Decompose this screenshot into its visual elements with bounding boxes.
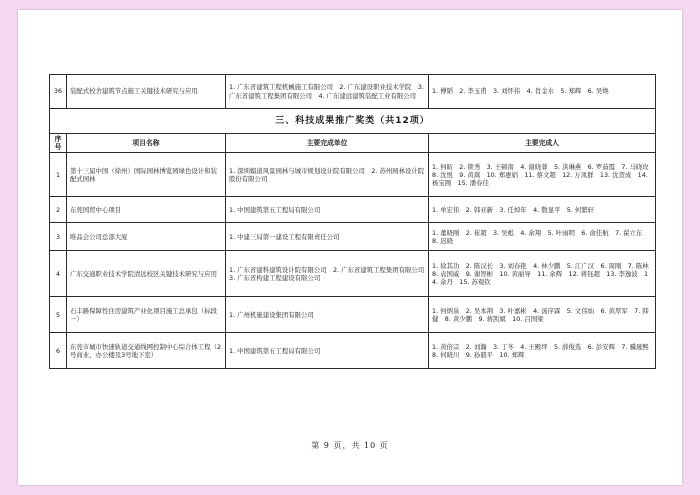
page-footer: 第 9 页，共 10 页 xyxy=(311,441,389,450)
row-number: 4 xyxy=(50,251,67,297)
row-number: 2 xyxy=(50,197,67,223)
completing-people: 1. 徐其功 2. 陈汉长 3. 刘春艳 4. 林少鹏 5. 江广汉 6. 周刚 7. 陈林 8. 袁国威 9. 谢智彬 10. 黄丽导 11. 余辉 12. 蒋钰超 13. 李逸波 14. 余丹 15. 苏观钦 xyxy=(429,251,656,297)
table-row xyxy=(50,333,656,369)
header-people: 主要完成人 xyxy=(429,134,656,153)
completing-units: 1. 广东省建科建筑设计院有限公司 2. 广东省建筑工程集团有限公司 3. 广东省构建工程建设有限公司 xyxy=(226,251,429,297)
project-name: 装配式校舍建筑节点施工关键技术研究与应用 xyxy=(67,75,226,109)
table-row xyxy=(50,75,656,109)
completing-units: 1. 中建三局第一建设工程有限责任公司 xyxy=(226,223,429,251)
table-row xyxy=(50,197,656,223)
row-number: 36 xyxy=(50,75,67,109)
completing-people: 1. 董晓刚 2. 崔超 3. 吴彪 4. 余翔 5. 叶雨明 6. 俞佳航 7. 翟立东 8. 迟晓 xyxy=(429,223,656,251)
project-name: 广东交通职业技术学院清远校区关键技术研究与应用 xyxy=(67,251,226,297)
header-units: 主要完成单位 xyxy=(226,134,429,153)
project-name: 第十三届中国（徐州）国际园林博览园绿色设计和装配式园林 xyxy=(67,153,226,197)
table-header-row xyxy=(50,134,656,153)
completing-units: 1. 广州机施建设集团有限公司 xyxy=(226,297,429,333)
awards-table xyxy=(49,74,656,369)
row-number: 6 xyxy=(50,333,67,369)
section-title-row xyxy=(50,109,656,134)
completing-people: 1. 何昉 2. 锁秀 3. 王顿南 4. 谢晓蓉 5. 洪琳燕 6. 罗茹霞 7. 马晓玫 8. 沈悦 9. 黄嵩 10. 郑惠娟 11. 蔡文超 12. 万凤群 13. 沈贺成 14. 杨宝刚 15. 潘春佳 xyxy=(429,153,656,197)
completing-people: 1. 傅韬 2. 李玉甫 3. 刘怀伟 4. 肖金水 5. 郑辉 6. 吴焕 xyxy=(429,75,656,109)
section-title: 三、科技成果推广奖类（共12项） xyxy=(50,109,656,134)
header-project: 项目名称 xyxy=(67,134,226,153)
completing-people: 1. 黄倍宗 2. 刘瀚 3. 丁冬 4. 王殿坪 5. 薛俊选 6. 彭安辉 7. 骥晟熙 8. 何晓川 9. 孙毅平 10. 郑辉 xyxy=(429,333,656,369)
completing-people: 1. 何炳泉 2. 吴本荆 3. 叶嘉彬 4. 汤序霖 5. 文伟灿 6. 黄厚军 7. 韩健 8. 黄少鹏 9. 蒋凯斌 10. 吕国梁 xyxy=(429,297,656,333)
header-no: 序号 xyxy=(50,134,67,153)
completing-units: 1. 中国建筑第五工程局有限公司 xyxy=(226,197,429,223)
table-row xyxy=(50,153,656,197)
project-name: 东莞国贸中心项目 xyxy=(67,197,226,223)
completing-people: 1. 单宏伟 2. 韩亚新 3. 任焯年 4. 散显平 5. 何繁轩 xyxy=(429,197,656,223)
row-number: 3 xyxy=(50,223,67,251)
document-page xyxy=(18,10,682,485)
project-name: 东莞市城市快速轨道交通线网控制中心综合体工程（2号商业、办公楼及3号地下室） xyxy=(67,333,226,369)
completing-units: 1. 深圳媚道风景园林与城市规划设计院有限公司 2. 苏州园林设计院股份有限公司 xyxy=(226,153,429,197)
project-name: 石丰路保障性住房建筑产业化项目施工总承包（标段一） xyxy=(67,297,226,333)
row-number: 1 xyxy=(50,153,67,197)
table-row xyxy=(50,251,656,297)
completing-units: 1. 中国建筑第五工程局有限公司 xyxy=(226,333,429,369)
row-number: 5 xyxy=(50,297,67,333)
completing-units: 1. 广东省建筑工程机械施工有限公司 2. 广东建设职业技术学院 3. 广东省建筑工程集团有限公司 4. 广东建远建筑装配工业有限公司 xyxy=(226,75,429,109)
table-row xyxy=(50,223,656,251)
table-row xyxy=(50,297,656,333)
project-name: 唯品会公司总部大厦 xyxy=(67,223,226,251)
